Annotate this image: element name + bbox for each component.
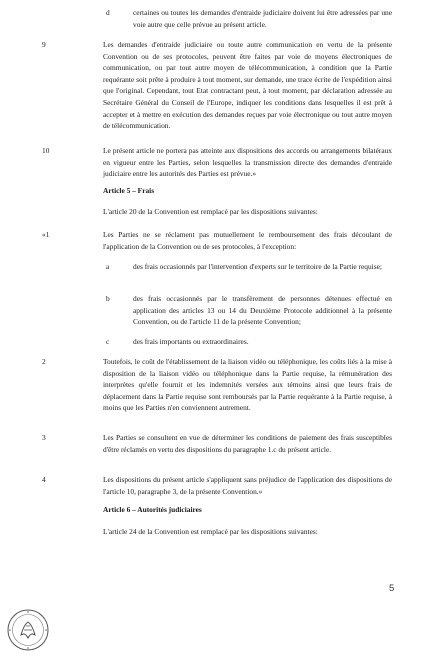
paragraph-text: L'article 20 de la Convention est remplacé par les dispositions suivantes: (103, 207, 318, 216)
paragraph-text: Les Parties ne se réclament pas mutuellement le remboursement des frais découlant de l'application de la Convention ou de ses protocoles, à l'exception: (103, 230, 392, 251)
sub-item-letter: c (106, 337, 110, 346)
sub-item-text: des frais importants ou extraordinaires. (133, 337, 249, 346)
paragraph-text: Toutefois, le coût de l'établissement de la liaison vidéo ou téléphonique, les coûts liés à la mise à disposition de la liaison vidéo ou téléphonique dans la Partie requise, la rémunération des interprètes qu'elle fournit et les indemnités versées aux témoins ainsi que leurs frais de déplacement dans la Partie requise sont remboursés par la Partie requérante à la Partie requise, à moins que les Parties n'en conviennent autrement. (103, 357, 392, 413)
paragraph-text: Le présent article ne portera pas atteinte aux dispositions des accords ou arrangements bilatéraux en vigueur entre les Parties, selon lesquelles la transmission directe des demandes d'entraide judiciaire entre les autorités des Parties est prévue.» (103, 146, 392, 179)
sub-item-text: certaines ou toutes les demandes d'entraide judiciaire doivent lui être adressées par une voie autre que celle prévue au présent article. (133, 8, 392, 29)
paragraph-text: L'article 24 de la Convention est remplacé par les dispositions suivantes: (103, 527, 318, 536)
paragraph-number: «1 (42, 230, 50, 239)
sub-item-text: des frais occasionnés par le transfèrement de personnes détenues effectué en application des articles 13 ou 14 du Deuxième Protocole additionnel à la présente Convention, ou de l'article 11 de la présente Convention; (133, 294, 392, 327)
paragraph-number: 4 (42, 475, 46, 484)
paragraph-number: 9 (42, 40, 46, 49)
paragraph-number: 2 (42, 357, 46, 366)
paragraph-text: Les demandes d'entraide judiciaire ou toute autre communication en vertu de la présente Convention ou de ses protocoles, peuvent être faites par voie de moyens électroniques de communication, ou par tout autre moyen de télécommunication, à condition que la Partie requérante soit prête à produire à tout moment, sur demande, une trace écrite de l'expédition ainsi que l'original. Cependant, tout Etat contractant peut, à tout moment, par déclaration adressée au Secrétaire Général du Conseil de l'Europe, indiquer les conditions dans lesquelles il est prêt à accepter et à mettre en exécution des demandes reçues par voie électronique ou tout autre moyen de télécommunication. (103, 40, 392, 131)
paragraph-number: 10 (42, 146, 50, 155)
paragraph-number: 3 (42, 433, 46, 442)
article-heading: Article 6 – Autorités judiciaires (103, 505, 202, 514)
sub-item-letter: a (106, 262, 110, 271)
sub-item-letter: d (106, 8, 110, 17)
seal-icon (6, 608, 50, 652)
page-number: 5 (389, 583, 395, 594)
sub-item-letter: b (106, 294, 110, 303)
sub-item-text: des frais occasionnés par l'intervention d'experts sur le territoire de la Partie requise; (133, 262, 382, 271)
paragraph-text: Les dispositions du présent article s'appliquent sans préjudice de l'application des dispositions de l'article 10, paragraphe 3, de la présente Convention.» (103, 475, 392, 496)
article-heading: Article 5 – Frais (103, 186, 155, 195)
paragraph-text: Les Parties se consultent en vue de déterminer les conditions de paiement des frais susceptibles d'être réclamés en vertu des dispositions du paragraphe 1.c du présent article. (103, 433, 392, 454)
